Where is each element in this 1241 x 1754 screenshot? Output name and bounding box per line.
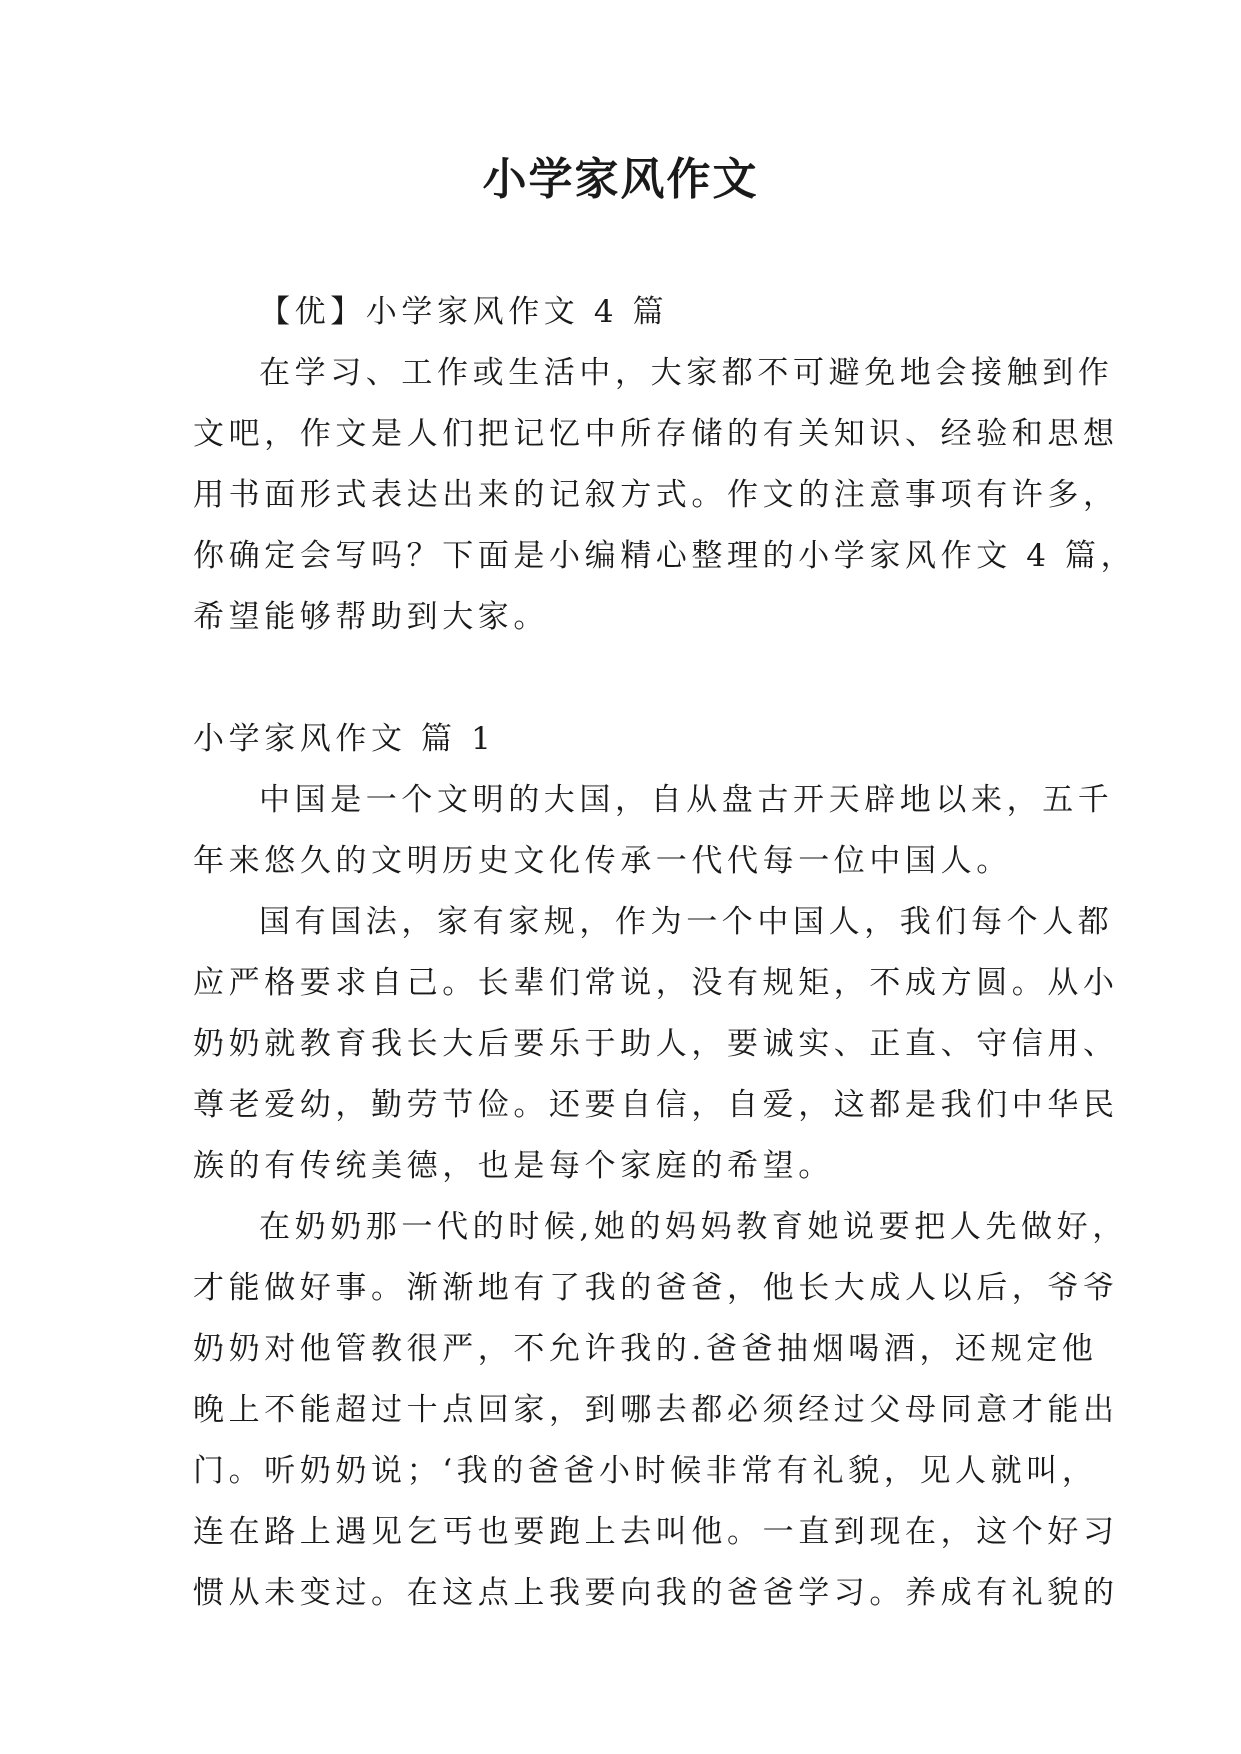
paragraph-line: 年来悠久的文明历史文化传承一代代每一位中国人。 xyxy=(193,843,1012,879)
paragraph-line: 中国是一个文明的大国，自从盘古开天辟地以来，五千 xyxy=(259,782,1114,818)
paragraph-line: 门。听奶奶说；‘我的爸爸小时候非常有礼貌，见人就叫， xyxy=(193,1453,1098,1489)
paragraph-line: 应严格要求自己。长辈们常说，没有规矩，不成方圆。从小 xyxy=(193,965,1119,1001)
paragraph-line: 族的有传统美德，也是每个家庭的希望。 xyxy=(193,1148,834,1184)
paragraph-line: 尊老爱幼，勤劳节俭。还要自信，自爱，这都是我们中华民 xyxy=(193,1087,1119,1123)
paragraph-line: 国有国法，家有家规，作为一个中国人，我们每个人都 xyxy=(259,904,1114,940)
paragraph-line: 晚上不能超过十点回家，到哪去都必须经过父母同意才能出 xyxy=(193,1392,1119,1428)
paragraph-line: 奶奶就教育我长大后要乐于助人，要诚实、正直、守信用、 xyxy=(193,1026,1119,1062)
document-title: 小学家风作文 xyxy=(482,154,759,205)
intro-line: 在学习、工作或生活中，大家都不可避免地会接触到作 xyxy=(259,355,1114,391)
intro-line: 你确定会写吗？下面是小编精心整理的小学家风作文 4 篇， xyxy=(193,538,1137,574)
paragraph-line: 连在路上遇见乞丐也要跑上去叫他。一直到现在，这个好习 xyxy=(193,1514,1119,1550)
paragraph-line: 惯从未变过。在这点上我要向我的爸爸学习。养成有礼貌的 xyxy=(193,1575,1119,1611)
intro-line: 用书面形式表达出来的记叙方式。作文的注意事项有许多， xyxy=(193,477,1119,513)
section-heading: 小学家风作文 篇 1 xyxy=(193,721,496,757)
paragraph-line: 奶奶对他管教很严，不允许我的.爸爸抽烟喝酒，还规定他 xyxy=(193,1331,1098,1367)
subtitle: 【优】小学家风作文 4 篇 xyxy=(259,294,669,330)
paragraph-line: 在奶奶那一代的时候,她的妈妈教育她说要把人先做好， xyxy=(259,1209,1128,1245)
intro-line: 希望能够帮助到大家。 xyxy=(193,599,549,635)
paragraph-gap xyxy=(193,648,1053,709)
intro-line: 文吧，作文是人们把记忆中所存储的有关知识、经验和思想 xyxy=(193,416,1119,452)
document-body xyxy=(193,282,1137,1624)
paragraph-line: 才能做好事。渐渐地有了我的爸爸，他长大成人以后，爷爷 xyxy=(193,1270,1119,1306)
